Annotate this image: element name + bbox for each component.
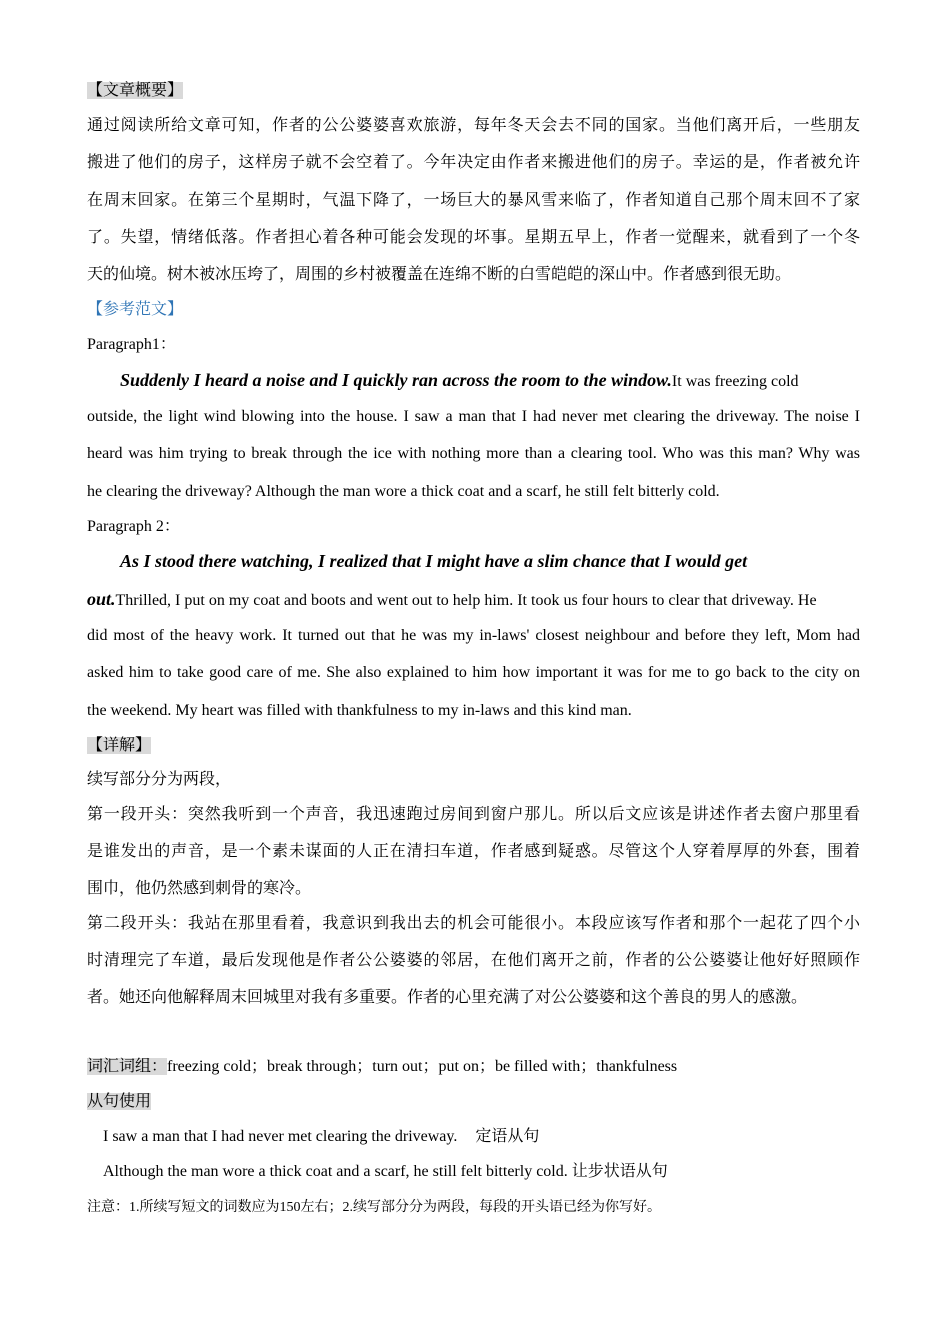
detail-line: 第二段开头：我站在那里看着，我意识到我出去的机会可能很小。本段应该写作者和那个一起花了四个小 [87,915,860,932]
detail-line: 时清理完了车道，最后发现他是作者公公婆婆的邻居，在他们离开之前，作者的公公婆婆让他好好照顾作 [87,952,860,969]
paragraph1-first-line [120,370,860,392]
paragraph2-line: the weekend. My heart was filled with thankfulness to my in-laws and this kind man. [87,702,632,719]
clauses-heading [87,1092,151,1112]
summary-heading-text: 【文章概要】 [87,82,184,99]
summary-line: 通过阅读所给文章可知，作者的公公婆婆喜欢旅游，每年冬天会去不同的国家。当他们离开后，一些朋友 [87,117,860,134]
clause-item [103,1162,876,1182]
model-heading: 【参考范文】 [87,301,184,318]
clause-sentence: Although the man wore a thick coat and a scarf, he still felt bitterly cold. [103,1163,568,1180]
summary-line: 天的仙境。树木被冰压垮了，周围的乡村被覆盖在连绵不断的白雪皑皑的深山中。作者感到很无助。 [87,266,792,283]
detail-line: 者。她还向他解释周末回城里对我有多重要。作者的心里充满了对公公婆婆和这个善良的男人的感激。 [87,989,808,1006]
detail-line: 第一段开头：突然我听到一个声音，我迅速跑过房间到窗户那儿。所以后文应该是讲述作者去窗户那里看 [87,806,860,823]
paragraph1-line: he clearing the driveway? Although the man wore a thick coat and a scarf, he still felt bitterly cold. [87,483,720,500]
paragraph2-line: did most of the heavy work. It turned out that he was my in-laws' closest neighbour and before they left, Mom had [87,627,860,644]
vocab-line [87,1057,860,1077]
clause-type: 定语从句 [475,1128,540,1145]
vocab-text: freezing cold；break through；turn out；put on；be filled with；thankfulness [167,1058,678,1075]
paragraph2-opening-end: out. [87,589,116,609]
paragraph2-opening-line: As I stood there watching, I realized that I might have a slim chance that I would get [120,551,748,571]
paragraph1-opening: Suddenly I heard a noise and I quickly ran across the room to the window. [120,370,672,390]
clause-item [103,1127,876,1147]
paragraph1-line: outside, the light wind blowing into the house. I saw a man that I had never met clearing the driveway. The noise I [87,408,860,425]
paragraph1-label: Paragraph1： [87,336,176,353]
clauses-heading-text: 从句使用 [87,1093,152,1110]
vocab-label: 词汇词组： [87,1058,168,1075]
paragraph2-text: Thrilled, I put on my coat and boots and went out to help him. It took us four hours to clear that driveway. He [115,592,817,609]
paragraph2-second-line [87,589,860,611]
clause-type: 让步状语从句 [571,1163,668,1180]
paragraph1-line: heard was him trying to break through the ice with nothing more than a clearing tool. Who was this man? Why was [87,445,860,462]
detail-line: 围巾，他仍然感到刺骨的寒冷。 [87,880,312,897]
summary-line: 搬进了他们的房子，这样房子就不会空着了。今年决定由作者来搬进他们的房子。幸运的是，作者被允许 [87,154,860,171]
detail-heading [87,736,151,756]
note: 注意：1.所续写短文的词数应为150左右；2.续写部分分为两段，每段的开头语已经为你写好。 [87,1200,661,1215]
summary-line: 在周末回家。在第三个星期时，气温下降了，一场巨大的暴风雪来临了，作者知道自己那个周末回不了家 [87,192,860,209]
paragraph2-label: Paragraph 2： [87,518,180,535]
summary-line: 了。失望，情绪低落。作者担心着各种可能会发现的坏事。星期五早上，作者一觉醒来，就看到了一个冬 [87,229,860,246]
detail-line: 是谁发出的声音，是一个素未谋面的人正在清扫车道，作者感到疑惑。尽管这个人穿着厚厚的外套，围着 [87,843,860,860]
paragraph1-text: It was freezing cold [671,373,799,390]
detail-heading-text: 【详解】 [87,737,152,754]
clause-sentence: I saw a man that I had never met clearing the driveway. [103,1128,458,1145]
detail-intro: 续写部分分为两段， [87,771,232,788]
paragraph2-line: asked him to take good care of me. She also explained to him how important it was for me to go back to the city on [87,664,860,681]
summary-heading [87,81,183,101]
